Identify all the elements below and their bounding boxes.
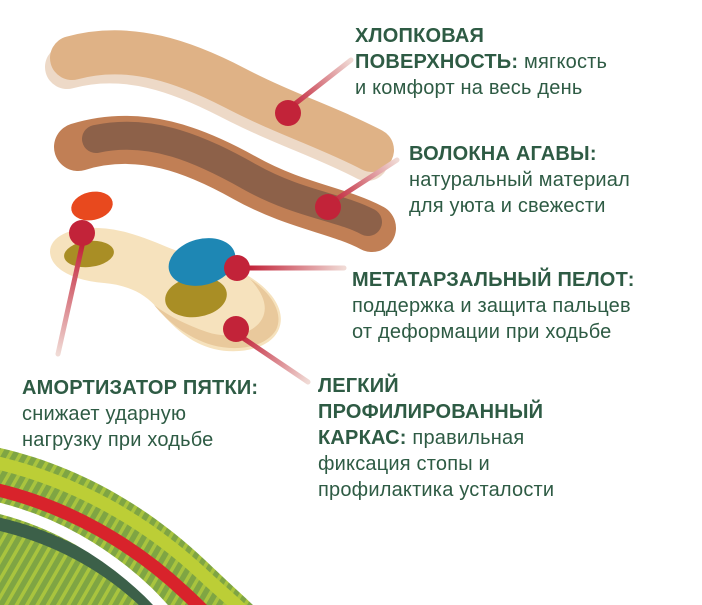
callout-text-line: МЕТАТАРЗАЛЬНЫЙ ПЕЛОТ:: [352, 269, 635, 291]
ribbon-hatch-base: [0, 430, 300, 605]
callout-text-line: ПОВЕРХНОСТЬ: мягкость: [355, 51, 608, 73]
callout-agave-fibers: [409, 141, 669, 219]
marker-dot-agave: [315, 194, 341, 220]
callout-metatarsal-pad: [352, 267, 672, 345]
marker-dot-frame: [223, 316, 249, 342]
callout-text-line: нагрузку при ходьбе: [22, 429, 214, 451]
callout-text-line: фиксация стопы и: [318, 453, 490, 475]
marker-dot-heel: [69, 220, 95, 246]
callout-text-line: ПРОФИЛИРОВАННЫЙ: [318, 401, 544, 423]
callout-text-line: ЛЕГКИЙ: [318, 375, 399, 397]
callout-profiled-frame: [318, 373, 598, 503]
callout-text-line: для уюта и свежести: [409, 195, 606, 217]
callout-text-line: от деформации при ходьбе: [352, 321, 612, 343]
callout-text-line: КАРКАС: правильная: [318, 427, 525, 449]
callout-text-line: снижает ударную: [22, 403, 187, 425]
footer-ribbon-decoration: [0, 430, 300, 605]
callout-text-line: и комфорт на весь день: [355, 77, 583, 99]
callout-cotton-surface: [355, 23, 655, 101]
marker-dot-cotton: [275, 100, 301, 126]
callout-text-line: профилактика усталости: [318, 479, 555, 501]
callout-text-line: натуральный материал: [409, 169, 630, 191]
heel-pad-orange-ellipse: [69, 188, 116, 224]
callout-heel-shock-absorber: [22, 375, 292, 453]
callout-text-line: ХЛОПКОВАЯ: [355, 25, 485, 47]
callout-text-line: поддержка и защита пальцев: [352, 295, 631, 317]
callout-text-line: ВОЛОКНА АГАВЫ:: [409, 143, 597, 165]
callout-text-line: АМОРТИЗАТОР ПЯТКИ:: [22, 377, 259, 399]
marker-dot-metatarsal: [224, 255, 250, 281]
callout-line-cotton: [291, 60, 351, 107]
